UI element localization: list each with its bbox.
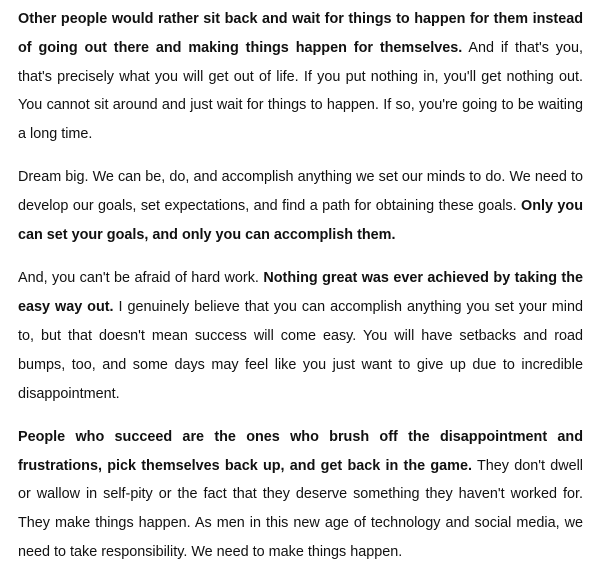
- paragraph-2-text-1: Dream big. We can be, do, and accomplish anything we set our minds to do. We need to develop our goals, set expectations, and find a path for obtaining these goals.: [18, 169, 583, 215]
- paragraph-1-bold-1: Other people would rather sit back and wait for things to happen for them instead of going out there and making things happen for themselves.: [18, 11, 583, 56]
- paragraph-3: [18, 264, 583, 408]
- paragraph-3-bold-1: Nothing great was ever achieved by taking the easy way out.: [18, 270, 584, 316]
- paragraph-2-bold-1: Only you can set your goals, and only you can accomplish them.: [18, 198, 583, 244]
- article-body: [18, 5, 583, 581]
- paragraph-1-text-1: And if that's you, that's precisely what you will get out of life. If you put nothing in, you'll get nothing out. You cannot sit around and just wait for things to happen. If so, you're going to be waiting a long time.: [18, 39, 583, 143]
- paragraph-4-bold-1: People who succeed are the ones who brush off the disappointment and frustrations, pick themselves back up, and get back in the game.: [18, 428, 583, 474]
- paragraph-3-text-2: I genuinely believe that you can accomplish anything you set your mind to, but that doesn't mean success will come easy. You will have setbacks and road bumps, too, and some days may feel like you just want to give up due to incredible disappointment.: [18, 299, 583, 402]
- paragraph-3-text-1: And, you can't be afraid of hard work.: [18, 270, 264, 287]
- paragraph-1: [18, 5, 583, 149]
- paragraph-2: [18, 163, 583, 249]
- paragraph-4: [18, 423, 583, 567]
- paragraph-4-text-1: They don't dwell or wallow in self-pity or the fact that they deserve something they haven't worked for. They make things happen. As men in this new age of technology and social media, we need to take responsibility. We need to make things happen.: [18, 457, 583, 561]
